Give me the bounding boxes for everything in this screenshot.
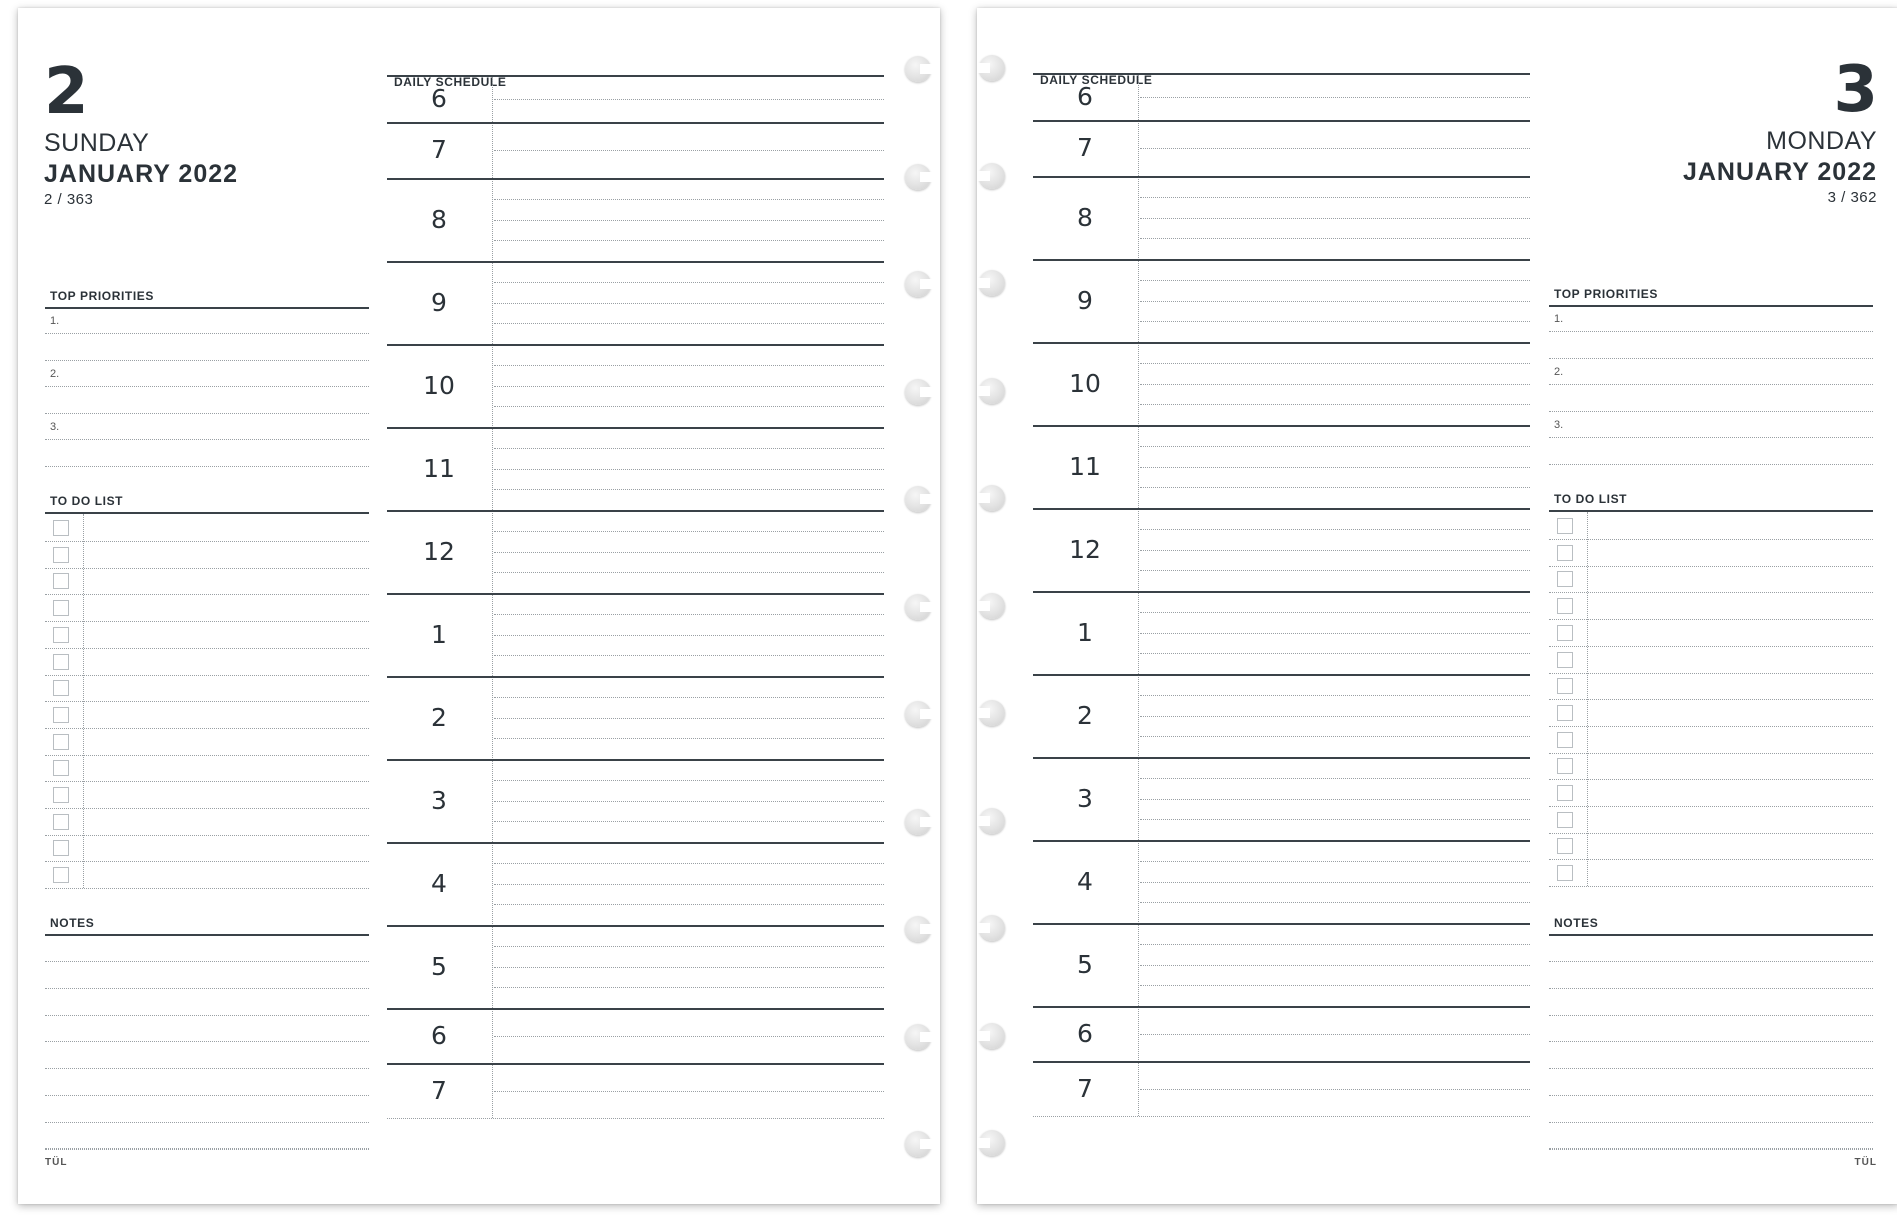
schedule-line — [494, 904, 884, 905]
todo-line — [45, 781, 369, 782]
binding-disc — [979, 593, 1005, 619]
priority-line — [1549, 411, 1873, 412]
schedule-hour-label: 8 — [1077, 203, 1093, 232]
todo-line — [45, 541, 369, 542]
todo-line — [45, 594, 369, 595]
notes-line — [1549, 961, 1873, 962]
binding-disc — [905, 916, 931, 942]
todo-line — [1549, 753, 1873, 754]
schedule-hour-label: 7 — [431, 1076, 447, 1105]
notes-rule — [1549, 934, 1873, 936]
schedule-line — [1140, 985, 1530, 986]
schedule-line — [494, 365, 884, 366]
schedule-hour-rule — [387, 593, 884, 595]
schedule-hour-rule — [387, 261, 884, 263]
schedule-hour-rule — [387, 1063, 884, 1065]
month-year-label: JANUARY 2022 — [1682, 158, 1877, 186]
schedule-line — [1140, 148, 1530, 149]
schedule-hour-label: 1 — [431, 620, 447, 649]
schedule-line — [1140, 944, 1530, 945]
todo-checkbox — [1557, 598, 1573, 614]
brand-logo: TÜL — [45, 1157, 68, 1168]
priorities-rule — [1549, 305, 1873, 307]
schedule-hour-divider — [492, 75, 493, 1118]
todo-checkbox — [1557, 625, 1573, 641]
schedule-hour-label: 7 — [1077, 133, 1093, 162]
priority-number: 1. — [50, 315, 60, 327]
schedule-hour-rule — [387, 1008, 884, 1010]
priority-line — [1549, 358, 1873, 359]
priority-line — [45, 439, 369, 440]
todo-line — [1549, 833, 1873, 834]
notes-heading: NOTES — [50, 916, 95, 930]
schedule-line — [494, 99, 884, 100]
notes-line — [1549, 988, 1873, 989]
priority-line — [1549, 437, 1873, 438]
schedule-line — [494, 303, 884, 304]
schedule-hour-rule — [1033, 176, 1530, 178]
binding-disc — [979, 1023, 1005, 1049]
schedule-line — [494, 1036, 884, 1037]
notes-line — [1549, 1041, 1873, 1042]
todo-rule — [1549, 510, 1873, 512]
schedule-line — [494, 697, 884, 698]
schedule-line — [494, 323, 884, 324]
schedule-line — [1140, 404, 1530, 405]
todo-checkbox — [53, 547, 69, 563]
schedule-hour-rule — [387, 759, 884, 761]
schedule-hour-rule — [1033, 425, 1530, 427]
notes-line — [45, 1148, 369, 1149]
todo-checkbox — [1557, 545, 1573, 561]
top-priorities-heading: TOP PRIORITIES — [1554, 287, 1658, 301]
todo-checkbox — [1557, 518, 1573, 534]
notes-line — [1549, 1095, 1873, 1096]
todo-line — [45, 621, 369, 622]
daily-schedule-heading: DAILY SCHEDULE — [394, 75, 507, 89]
schedule-line — [494, 987, 884, 988]
schedule-hour-rule — [1033, 1061, 1530, 1063]
schedule-hour-rule — [1033, 342, 1530, 344]
schedule-hour-label: 10 — [423, 371, 455, 400]
schedule-hour-label: 12 — [1069, 535, 1101, 564]
schedule-line — [1140, 1034, 1530, 1035]
priority-line — [1549, 331, 1873, 332]
priority-line — [45, 360, 369, 361]
schedule-line — [494, 946, 884, 947]
todo-line — [1549, 592, 1873, 593]
todo-line — [1549, 673, 1873, 674]
month-year-label: JANUARY 2022 — [44, 160, 239, 188]
schedule-line — [494, 282, 884, 283]
schedule-line — [494, 489, 884, 490]
binding-disc — [979, 700, 1005, 726]
priority-number: 3. — [50, 421, 60, 433]
priorities-rule — [45, 307, 369, 309]
todo-line — [1549, 859, 1873, 860]
schedule-line — [1140, 799, 1530, 800]
schedule-line — [1140, 902, 1530, 903]
binding-disc — [979, 378, 1005, 404]
top-priorities-heading: TOP PRIORITIES — [50, 289, 154, 303]
todo-checkbox — [53, 680, 69, 696]
todo-checkbox — [1557, 705, 1573, 721]
todo-checkbox — [53, 734, 69, 750]
todo-checkbox — [53, 814, 69, 830]
todo-line — [45, 675, 369, 676]
todo-heading: TO DO LIST — [50, 494, 124, 508]
schedule-hour-label: 2 — [431, 703, 447, 732]
schedule-line — [1140, 529, 1530, 530]
schedule-line — [494, 801, 884, 802]
schedule-hour-label: 2 — [1077, 701, 1093, 730]
binding-disc — [979, 915, 1005, 941]
schedule-line — [494, 469, 884, 470]
todo-line — [1549, 646, 1873, 647]
schedule-hour-rule — [387, 842, 884, 844]
binding-disc — [905, 486, 931, 512]
notes-line — [45, 988, 369, 989]
todo-heading: TO DO LIST — [1554, 492, 1628, 506]
schedule-line — [1140, 321, 1530, 322]
schedule-line — [494, 1091, 884, 1092]
todo-line — [1549, 619, 1873, 620]
schedule-line — [387, 1118, 884, 1119]
schedule-line — [1140, 487, 1530, 488]
schedule-line — [1140, 716, 1530, 717]
schedule-line — [494, 150, 884, 151]
day-number: 2 — [44, 55, 88, 129]
schedule-line — [1140, 882, 1530, 883]
priority-number: 2. — [50, 368, 60, 380]
schedule-line — [494, 552, 884, 553]
todo-line — [45, 888, 369, 889]
daily-schedule-heading: DAILY SCHEDULE — [1040, 73, 1153, 87]
binding-disc — [905, 1024, 931, 1050]
binding-disc — [979, 1130, 1005, 1156]
binding-disc — [905, 379, 931, 405]
schedule-hour-label: 5 — [1077, 950, 1093, 979]
todo-line — [45, 648, 369, 649]
notes-line — [1549, 1148, 1873, 1149]
notes-line — [1549, 1122, 1873, 1123]
todo-line — [45, 861, 369, 862]
todo-checkbox — [1557, 678, 1573, 694]
todo-checkbox — [53, 760, 69, 776]
todo-checkbox — [53, 520, 69, 536]
schedule-hour-label: 6 — [431, 84, 447, 113]
notes-line — [45, 1041, 369, 1042]
todo-checkbox — [53, 600, 69, 616]
schedule-hour-rule — [1033, 508, 1530, 510]
binding-disc — [905, 809, 931, 835]
schedule-line — [494, 655, 884, 656]
schedule-line — [494, 635, 884, 636]
schedule-line — [494, 240, 884, 241]
binding-disc — [905, 271, 931, 297]
schedule-hour-label: 11 — [1069, 452, 1101, 481]
todo-checkbox — [1557, 758, 1573, 774]
schedule-line — [1140, 197, 1530, 198]
schedule-line — [1140, 1089, 1530, 1090]
schedule-hour-label: 9 — [1077, 286, 1093, 315]
binding-disc — [979, 270, 1005, 296]
schedule-hour-label: 3 — [1077, 784, 1093, 813]
schedule-line — [494, 884, 884, 885]
schedule-line — [494, 531, 884, 532]
priority-number: 1. — [1554, 313, 1564, 325]
todo-checkbox — [53, 627, 69, 643]
day-number: 3 — [1833, 53, 1877, 127]
priority-line — [1549, 464, 1873, 465]
todo-checkbox — [1557, 652, 1573, 668]
schedule-line — [1140, 633, 1530, 634]
schedule-hour-label: 6 — [431, 1021, 447, 1050]
notes-line — [1549, 1015, 1873, 1016]
schedule-hour-rule — [1033, 674, 1530, 676]
todo-line — [1549, 806, 1873, 807]
todo-checkbox — [53, 654, 69, 670]
schedule-hour-label: 7 — [431, 135, 447, 164]
todo-line — [1549, 779, 1873, 780]
todo-checkbox — [1557, 571, 1573, 587]
schedule-hour-label: 7 — [1077, 1074, 1093, 1103]
binding-disc — [905, 56, 931, 82]
schedule-hour-label: 3 — [431, 786, 447, 815]
schedule-line — [494, 614, 884, 615]
todo-line — [1549, 566, 1873, 567]
binding-disc — [979, 163, 1005, 189]
todo-checkbox — [53, 787, 69, 803]
schedule-line — [1140, 695, 1530, 696]
schedule-hour-rule — [387, 925, 884, 927]
todo-line — [45, 728, 369, 729]
binding-disc — [979, 808, 1005, 834]
todo-line — [1549, 539, 1873, 540]
notes-line — [45, 1068, 369, 1069]
todo-checkbox — [1557, 812, 1573, 828]
schedule-hour-rule — [1033, 840, 1530, 842]
schedule-hour-label: 6 — [1077, 82, 1093, 111]
schedule-line — [494, 386, 884, 387]
schedule-hour-rule — [387, 676, 884, 678]
notes-line — [45, 1122, 369, 1123]
todo-line — [45, 808, 369, 809]
todo-checkbox — [1557, 838, 1573, 854]
schedule-hour-rule — [387, 75, 884, 77]
schedule-hour-rule — [387, 427, 884, 429]
schedule-hour-rule — [1033, 1006, 1530, 1008]
weekday-label: SUNDAY — [44, 129, 150, 157]
todo-checkbox — [53, 840, 69, 856]
schedule-line — [494, 967, 884, 968]
schedule-line — [1140, 819, 1530, 820]
schedule-hour-rule — [1033, 923, 1530, 925]
binding-disc — [905, 594, 931, 620]
binding-disc — [905, 1131, 931, 1157]
weekday-label: MONDAY — [1766, 127, 1877, 155]
schedule-line — [1140, 736, 1530, 737]
schedule-line — [494, 220, 884, 221]
schedule-hour-label: 8 — [431, 205, 447, 234]
todo-checkbox — [1557, 785, 1573, 801]
todo-line — [45, 835, 369, 836]
priority-number: 2. — [1554, 366, 1564, 378]
schedule-line — [494, 738, 884, 739]
schedule-hour-divider — [1138, 73, 1139, 1116]
schedule-hour-rule — [1033, 73, 1530, 75]
schedule-line — [1140, 384, 1530, 385]
schedule-line — [1140, 97, 1530, 98]
notes-rule — [45, 934, 369, 936]
schedule-hour-label: 4 — [431, 869, 447, 898]
priority-line — [45, 466, 369, 467]
schedule-line — [494, 718, 884, 719]
schedule-line — [494, 572, 884, 573]
priority-line — [45, 386, 369, 387]
schedule-line — [494, 199, 884, 200]
schedule-hour-rule — [387, 510, 884, 512]
schedule-hour-label: 1 — [1077, 618, 1093, 647]
schedule-line — [1140, 363, 1530, 364]
schedule-hour-rule — [387, 178, 884, 180]
schedule-hour-label: 9 — [431, 288, 447, 317]
schedule-line — [1140, 570, 1530, 571]
notes-line — [45, 1095, 369, 1096]
schedule-line — [1140, 612, 1530, 613]
schedule-line — [494, 406, 884, 407]
notes-line — [1549, 1068, 1873, 1069]
schedule-line — [494, 780, 884, 781]
todo-line — [1549, 699, 1873, 700]
schedule-line — [1140, 778, 1530, 779]
notes-line — [45, 961, 369, 962]
schedule-line — [1140, 280, 1530, 281]
binding-disc — [979, 55, 1005, 81]
schedule-line — [1140, 301, 1530, 302]
notes-heading: NOTES — [1554, 916, 1599, 930]
schedule-line — [494, 821, 884, 822]
schedule-hour-label: 12 — [423, 537, 455, 566]
todo-checkbox — [53, 573, 69, 589]
schedule-hour-rule — [1033, 591, 1530, 593]
binding-disc — [979, 485, 1005, 511]
planner-page-left — [18, 8, 940, 1204]
notes-line — [45, 1015, 369, 1016]
todo-line — [45, 701, 369, 702]
schedule-line — [1140, 861, 1530, 862]
schedule-hour-rule — [387, 344, 884, 346]
schedule-line — [1140, 653, 1530, 654]
binding-disc — [905, 701, 931, 727]
todo-line — [1549, 726, 1873, 727]
todo-checkbox — [53, 867, 69, 883]
schedule-hour-rule — [387, 122, 884, 124]
schedule-line — [1140, 238, 1530, 239]
schedule-hour-label: 6 — [1077, 1019, 1093, 1048]
todo-line — [45, 568, 369, 569]
todo-rule — [45, 512, 369, 514]
schedule-line — [494, 448, 884, 449]
todo-checkbox — [1557, 865, 1573, 881]
schedule-hour-rule — [1033, 757, 1530, 759]
schedule-hour-label: 10 — [1069, 369, 1101, 398]
schedule-line — [1140, 446, 1530, 447]
priority-line — [45, 333, 369, 334]
schedule-line — [1140, 550, 1530, 551]
schedule-line — [1033, 1116, 1530, 1117]
todo-line — [45, 755, 369, 756]
binding-disc — [905, 164, 931, 190]
schedule-line — [1140, 467, 1530, 468]
todo-line — [1549, 886, 1873, 887]
priority-number: 3. — [1554, 419, 1564, 431]
schedule-hour-rule — [1033, 259, 1530, 261]
priority-line — [1549, 384, 1873, 385]
todo-checkbox — [1557, 732, 1573, 748]
brand-logo: TÜL — [1854, 1157, 1877, 1168]
todo-checkbox — [53, 707, 69, 723]
planner-page-right — [977, 8, 1897, 1204]
schedule-line — [1140, 965, 1530, 966]
schedule-line — [494, 863, 884, 864]
schedule-hour-label: 4 — [1077, 867, 1093, 896]
day-count: 2 / 363 — [44, 191, 94, 208]
schedule-hour-label: 11 — [423, 454, 455, 483]
schedule-line — [1140, 218, 1530, 219]
priority-line — [45, 413, 369, 414]
schedule-hour-rule — [1033, 120, 1530, 122]
day-count: 3 / 362 — [1827, 189, 1877, 206]
schedule-hour-label: 5 — [431, 952, 447, 981]
